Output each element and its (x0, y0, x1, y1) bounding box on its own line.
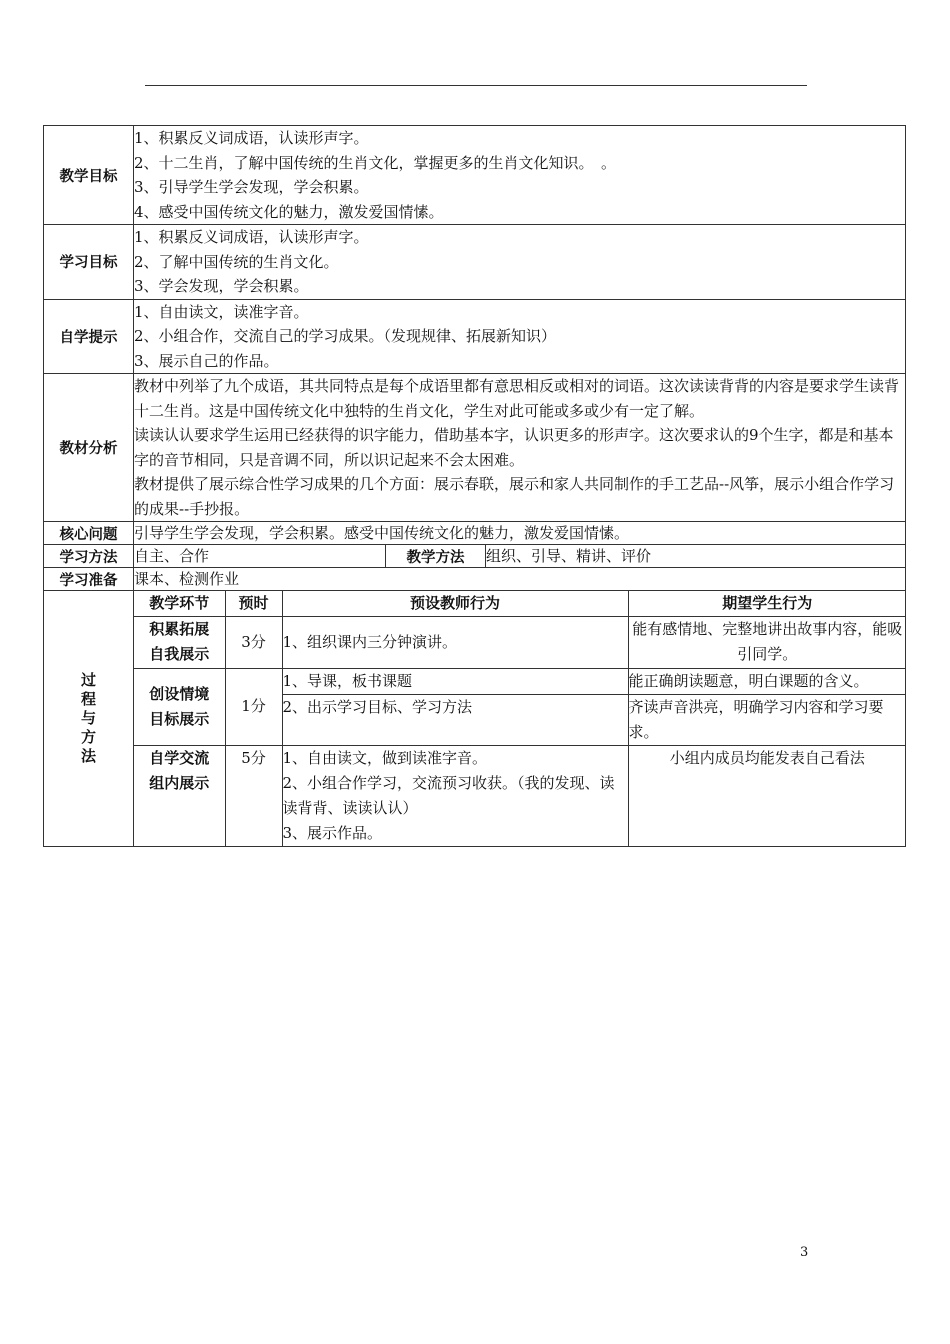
stage-line: 目标展示 (149, 709, 210, 728)
row-methods (44, 545, 906, 568)
teacher-line: 2、出示学习目标、学习方法 (282, 697, 473, 716)
objectives-line: 2、十二生肖，了解中国传统的生肖文化，掌握更多的生肖文化知识。 。 (134, 153, 617, 172)
process-table (134, 591, 906, 846)
stage-line: 自我展示 (149, 644, 210, 663)
stage-line: 积累拓展 (149, 619, 210, 638)
analysis-paragraph: 读读认认要求学生运用已经获得的识字能力，借助基本字，认识更多的形声字。这次要求认的9个生字，都是和基本字的音节相同，只是音调不同，所以识记起来不会太困难。 (134, 426, 894, 469)
teacher-cell (282, 616, 628, 668)
time-cell: 5分 (225, 745, 282, 846)
preparation-label: 学习准备 (44, 568, 134, 591)
row-objectives (44, 126, 906, 225)
analysis-label: 教材分析 (44, 374, 134, 522)
process-row (134, 616, 906, 668)
objectives-label: 教学目标 (44, 126, 134, 225)
stage-cell (134, 668, 225, 745)
preparation-value: 课本、检测作业 (134, 568, 906, 591)
learning-goals-content (134, 225, 906, 300)
header-rule (145, 85, 807, 86)
teacher-line: 1、自由读文，做到读准字音。 (282, 748, 488, 767)
objectives-line: 3、引导学生学会发现，学会积累。 (134, 178, 369, 196)
objectives-line: 4、感受中国传统文化的魅力，激发爱国情愫。 (134, 202, 444, 221)
objectives-line: 1、积累反义词成语，认读形声字。 (134, 129, 369, 147)
learning-goals-line: 3、学会发现，学会积累。 (134, 277, 309, 295)
learning-goals-label: 学习目标 (44, 225, 134, 300)
row-self-study (44, 299, 906, 374)
teacher-line: 2、小组合作学习，交流预习收获。（我的发现、读读背背、读读认认） (282, 773, 615, 817)
stage-line: 创设情境 (149, 684, 210, 703)
core-question-label: 核心问题 (44, 522, 134, 545)
teacher-cell (282, 745, 628, 846)
row-process (44, 591, 906, 847)
self-study-content (134, 299, 906, 374)
learning-method-label: 学习方法 (44, 545, 134, 568)
self-study-line: 2、小组合作，交流自己的学习成果。（发现规律、拓展新知识） (134, 327, 557, 345)
teacher-cell (282, 694, 628, 745)
teaching-method-value: 组织、引导、精讲、评价 (486, 545, 906, 568)
analysis-paragraph: 教材提供了展示综合性学习成果的几个方面：展示春联，展示和家人共同制作的手工艺品--风筝，展示小组合作学习的成果--手抄报。 (134, 475, 895, 518)
teacher-line: 3、展示作品。 (282, 823, 383, 842)
teaching-method-label: 教学方法 (386, 545, 486, 568)
self-study-label: 自学提示 (44, 299, 134, 374)
stage-line: 组内展示 (149, 773, 210, 792)
analysis-content (134, 374, 906, 522)
process-cell (134, 591, 906, 847)
core-question-value: 引导学生学会发现，学会积累。感受中国传统文化的魅力，激发爱国情愫。 (134, 522, 906, 545)
process-label: 过程与方法 (80, 670, 96, 765)
row-core-question (44, 522, 906, 545)
header-time: 预时 (225, 591, 282, 616)
row-learning-goals (44, 225, 906, 300)
page-number: 3 (800, 1245, 809, 1260)
stage-cell (134, 616, 225, 668)
row-analysis (44, 374, 906, 522)
self-study-line: 1、自由读文，读准字音。 (134, 302, 309, 321)
student-cell: 能有感情地、完整地讲出故事内容，能吸引同学。 (628, 616, 906, 668)
lesson-plan-table (43, 125, 906, 847)
stage-line: 自学交流 (149, 748, 210, 767)
learning-goals-line: 1、积累反义词成语，认读形声字。 (134, 228, 369, 246)
teacher-line: 1、组织课内三分钟演讲。 (282, 632, 458, 651)
analysis-paragraph: 教材中列举了九个成语，其共同特点是每个成语里都有意思相反或相对的词语。这次读读背背的内容是要求学生读背十二生肖。这是中国传统文化中独特的生肖文化，学生对此可能或多或少有一定了解。 (134, 377, 900, 420)
stage-cell (134, 745, 225, 846)
self-study-line: 3、展示自己的作品。 (134, 351, 279, 370)
teacher-cell (282, 668, 628, 694)
time-cell: 1分 (225, 668, 282, 745)
header-teacher: 预设教师行为 (282, 591, 628, 616)
time-cell: 3分 (225, 616, 282, 668)
student-cell: 能正确朗读题意，明白课题的含义。 (628, 668, 906, 694)
student-cell: 齐读声音洪亮，明确学习内容和学习要求。 (628, 694, 906, 745)
teacher-line: 1、导课，板书课题 (282, 671, 413, 690)
header-student: 期望学生行为 (628, 591, 906, 616)
objectives-content (134, 126, 906, 225)
learning-method-value: 自主、合作 (134, 545, 386, 568)
process-header-row (134, 591, 906, 616)
process-row (134, 668, 906, 694)
student-cell: 小组内成员均能发表自己看法 (628, 745, 906, 846)
process-label-cell (44, 591, 134, 847)
row-preparation (44, 568, 906, 591)
process-row (134, 745, 906, 846)
learning-goals-line: 2、了解中国传统的生肖文化。 (134, 252, 339, 271)
header-stage: 教学环节 (134, 591, 225, 616)
